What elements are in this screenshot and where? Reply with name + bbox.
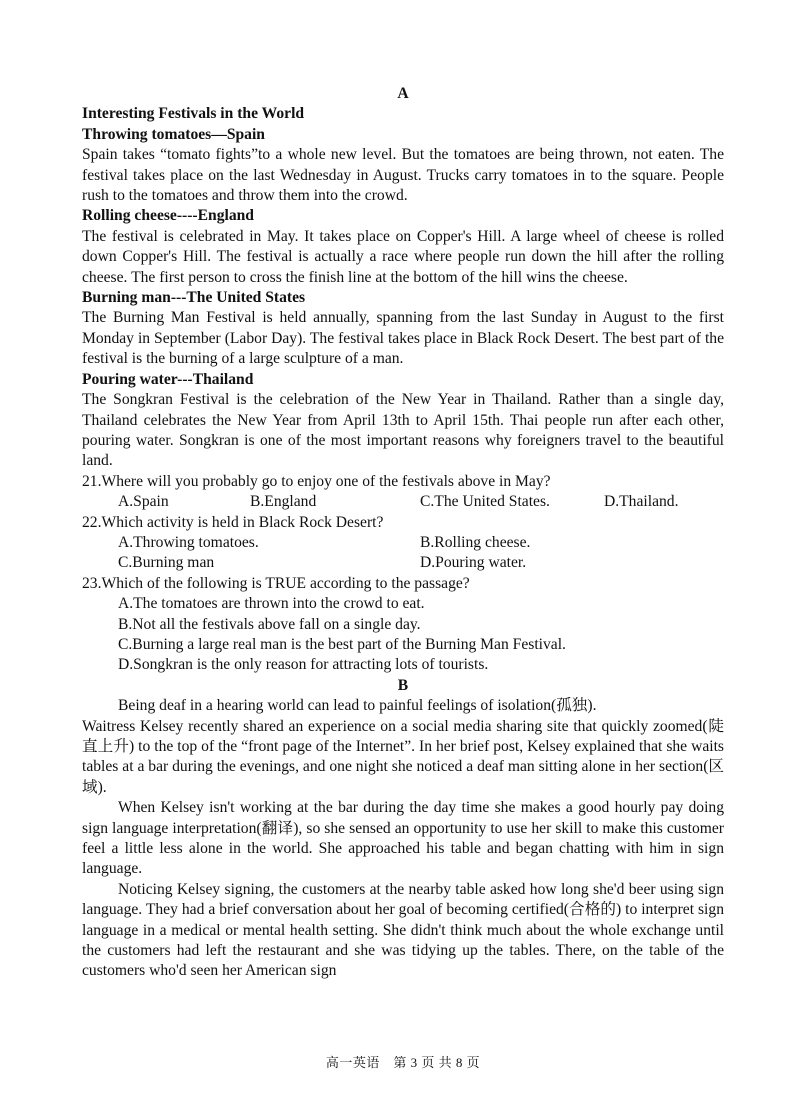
question-options bbox=[82, 492, 724, 512]
question-stem: 23.Which of the following is TRUE according to the passage? bbox=[82, 574, 470, 592]
paragraph: Noticing Kelsey signing, the customers at the nearby table asked how long she'd beer using sign language. They had a brief conversation about her goal of becoming certified(合格的) to interpret sign language in a medical or mental health setting. She didn't think much about the whole exchange until the customers had left the restaurant and she was tidying up the tables. There, on the table of the customers who'd seen her American sign bbox=[82, 880, 724, 980]
question-options bbox=[82, 594, 724, 676]
question-options bbox=[82, 533, 724, 574]
festival-text: Spain takes “tomato fights”to a whole new level. But the tomatoes are being thrown, not eaten. The festival takes place on the last Wednesday in August. Trucks carry tomatoes in to the square. People rush to the tomatoes and throw them into the crowd. bbox=[82, 146, 724, 205]
page-footer: 高一英语 第 3 页 共 8 页 bbox=[325, 1055, 481, 1070]
festival-heading: Rolling cheese----England bbox=[82, 207, 254, 225]
option: B.England bbox=[250, 493, 317, 511]
option: D.Songkran is the only reason for attracting lots of tourists. bbox=[118, 656, 489, 674]
option: D.Pouring water. bbox=[420, 554, 527, 572]
exam-page bbox=[82, 84, 724, 982]
paragraph: Being deaf in a hearing world can lead to painful feelings of isolation(孤独). bbox=[118, 697, 597, 715]
option: D.Thailand. bbox=[604, 493, 679, 511]
option: A.Spain bbox=[118, 493, 169, 511]
festival-heading: Throwing tomatoes—Spain bbox=[82, 125, 265, 143]
question-stem: 21.Where will you probably go to enjoy one of the festivals above in May? bbox=[82, 472, 551, 490]
section-b-letter: B bbox=[397, 676, 409, 694]
option: C.Burning man bbox=[118, 554, 215, 572]
option: A.Throwing tomatoes. bbox=[118, 533, 259, 551]
festival-text: The Songkran Festival is the celebration of the New Year in Thailand. Rather than a single day, Thailand celebrates the New Year from April 13th to April 15th. Thai people run after each other, pouring water. Songkran is one of the most important reasons why foreigners travel to the beautiful land. bbox=[82, 391, 724, 470]
festival-heading: Pouring water---Thailand bbox=[82, 370, 254, 388]
festival-text: The festival is celebrated in May. It takes place on Copper's Hill. A large wheel of cheese is rolled down Copper's Hill. The festival is actually a race where people run down the hill after the rolling cheese. The first person to cross the finish line at the bottom of the hill wins the cheese. bbox=[82, 227, 724, 286]
paragraph: When Kelsey isn't working at the bar during the day time she makes a good hourly pay doing sign language interpretation(翻译), so she sensed an opportunity to use her skill to make this customer feel a little less alone in the world. She approached his table and began chatting with him in sign language. bbox=[82, 799, 724, 878]
option: B.Rolling cheese. bbox=[420, 533, 531, 551]
festival-heading: Burning man---The United States bbox=[82, 289, 306, 307]
paragraph: Waitress Kelsey recently shared an experience on a social media sharing site that quickly zoomed(陡直上升) to the top of the “front page of the Internet”. In her brief post, Kelsey explained that she waits tables at a bar during the evenings, and one night she noticed a deaf man sitting alone in her section(区域). bbox=[82, 717, 724, 796]
festival-text: The Burning Man Festival is held annually, spanning from the last Sunday in August to the first Monday in September (Labor Day). The festival takes place in Black Rock Desert. The best part of the festival is the burning of a large sculpture of a man. bbox=[82, 309, 724, 368]
option: A.The tomatoes are thrown into the crowd to eat. bbox=[118, 595, 425, 613]
section-a-letter: A bbox=[397, 85, 409, 102]
option: C.The United States. bbox=[420, 493, 550, 511]
question-stem: 22.Which activity is held in Black Rock Desert? bbox=[82, 513, 384, 531]
option: B.Not all the festivals above fall on a single day. bbox=[118, 615, 421, 633]
option: C.Burning a large real man is the best part of the Burning Man Festival. bbox=[118, 635, 566, 653]
passage-title: Interesting Festivals in the World bbox=[82, 105, 305, 123]
